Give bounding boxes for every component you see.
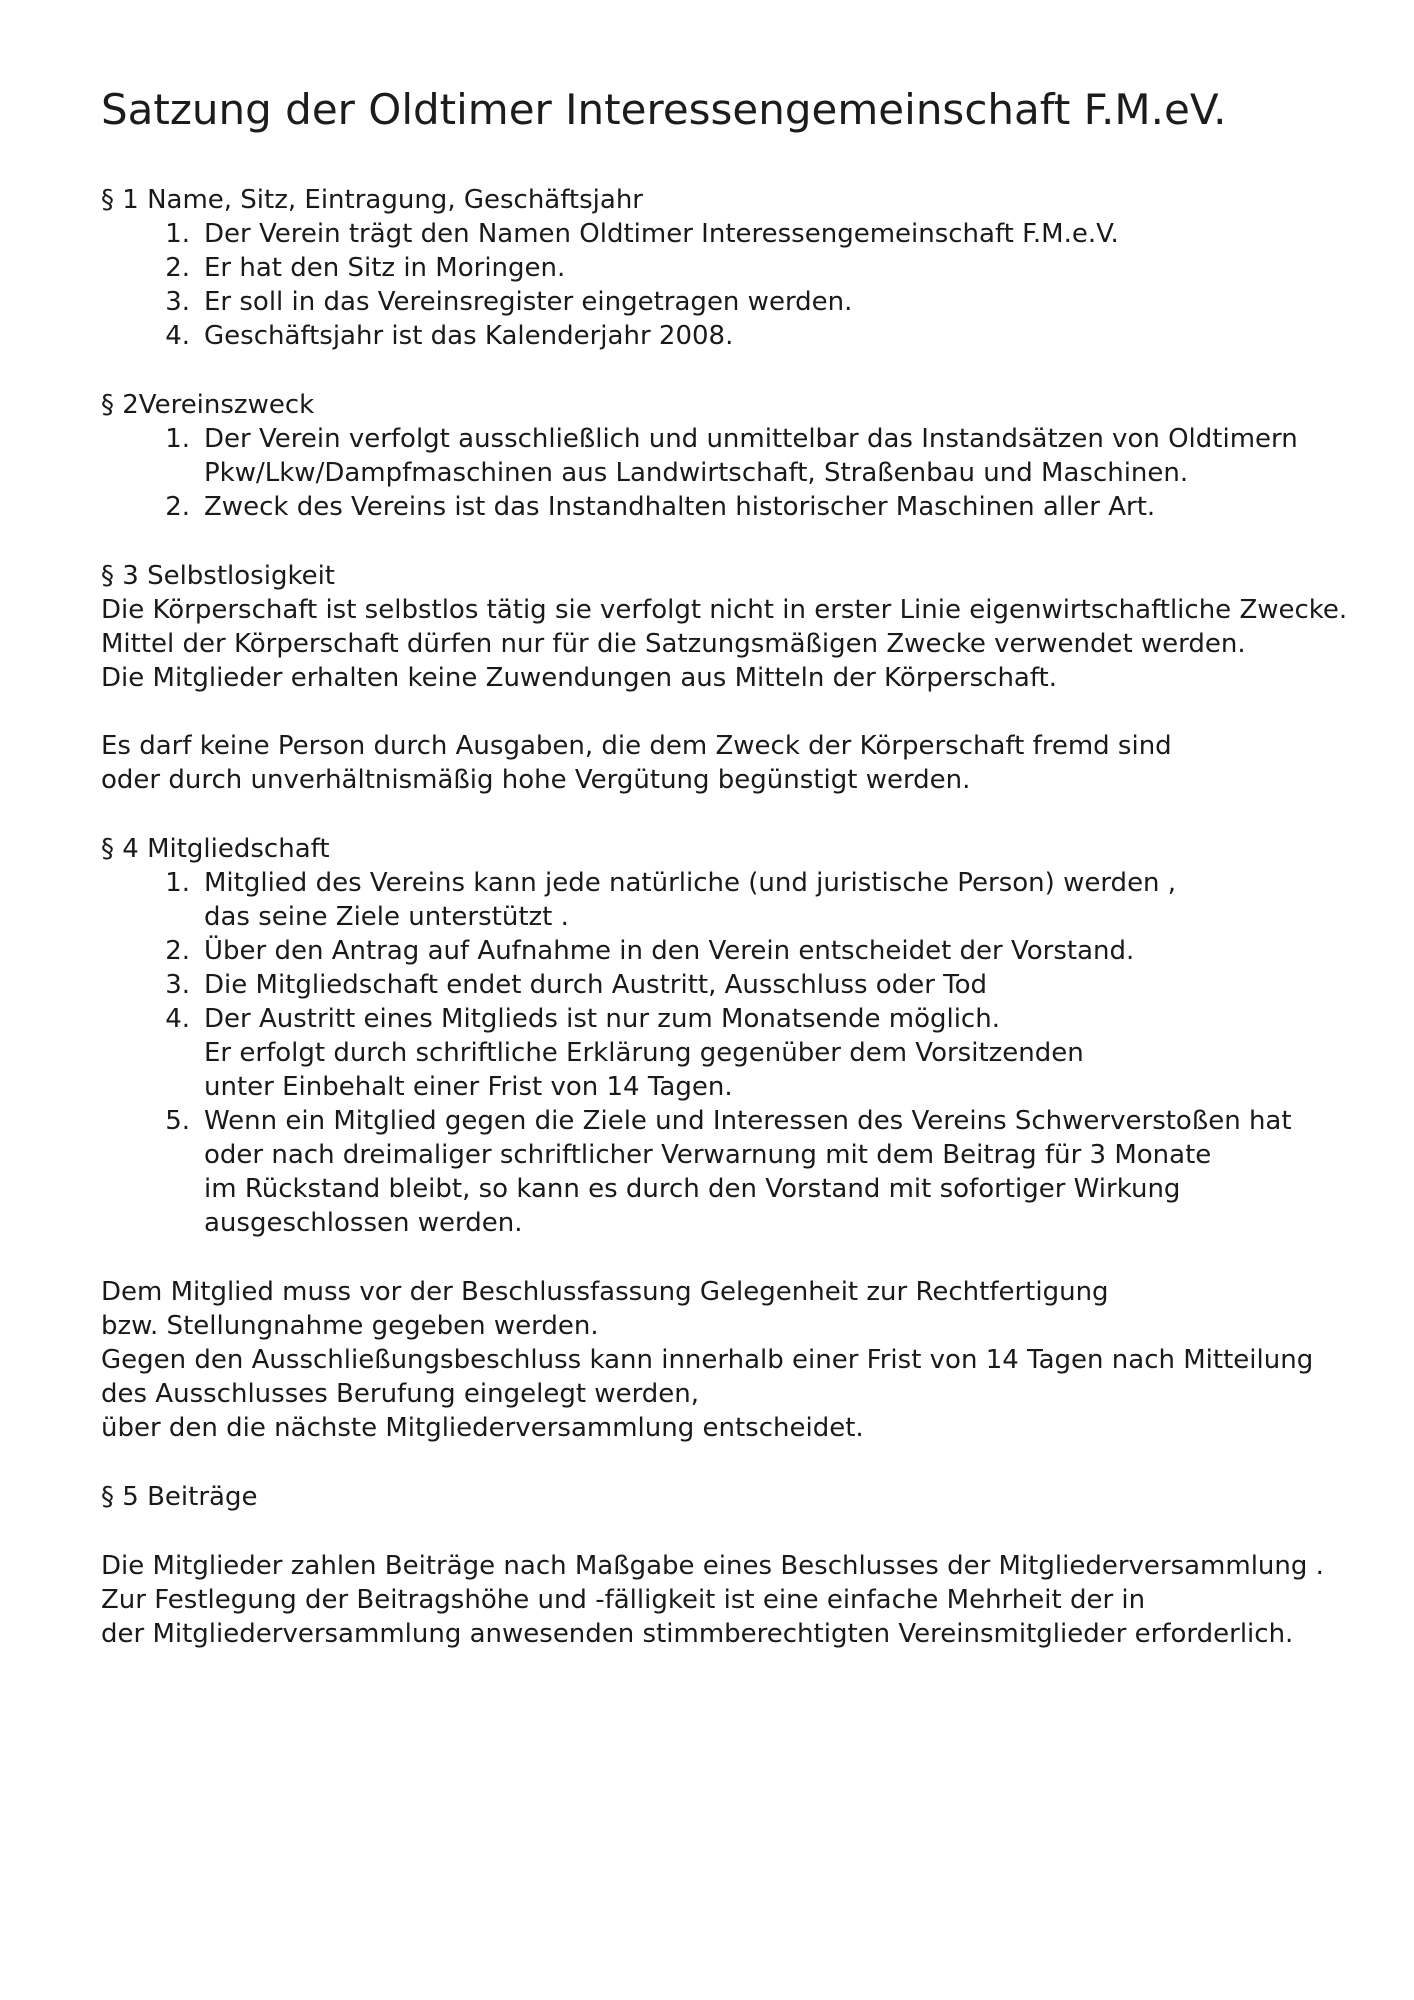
list-item-continued: unter Einbehalt einer Frist von 14 Tagen. [204,1072,733,1102]
paragraph-line: Gegen den Ausschließungsbeschluss kann innerhalb einer Frist von 14 Tagen nach Mitteilung [101,1345,1314,1375]
list-item-continued: im Rückstand bleibt, so kann es durch den Vorstand mit sofortiger Wirkung [204,1174,1181,1204]
list-item: Geschäftsjahr ist das Kalenderjahr 2008. [204,321,734,351]
list-number: 1. [165,424,190,454]
list-item: Er hat den Sitz in Moringen. [204,253,566,283]
paragraph-line: Es darf keine Person durch Ausgaben, die dem Zweck der Körperschaft fremd sind [101,731,1172,761]
list-item: Über den Antrag auf Aufnahme in den Verein entscheidet der Vorstand. [204,936,1135,966]
section-2-heading: § 2Vereinszweck [101,390,315,420]
list-number: 4. [165,1004,190,1034]
list-item: Mitglied des Vereins kann jede natürliche (und juristische Person) werden , [204,868,1177,898]
list-item: Der Verein trägt den Namen Oldtimer Interessengemeinschaft F.M.e.V. [204,219,1119,249]
section-4-heading: § 4 Mitgliedschaft [101,834,330,864]
list-item-continued: Pkw/Lkw/Dampfmaschinen aus Landwirtschaft, Straßenbau und Maschinen. [204,458,1189,488]
list-number: 1. [165,868,190,898]
list-item-continued: Er erfolgt durch schriftliche Erklärung gegenüber dem Vorsitzenden [204,1038,1084,1068]
paragraph-line: Die Mitglieder zahlen Beiträge nach Maßgabe eines Beschlusses der Mitgliederversammlung . [101,1551,1324,1581]
paragraph-line: oder durch unverhältnismäßig hohe Vergütung begünstigt werden. [101,765,971,795]
list-number: 5. [165,1106,190,1136]
paragraph-line: Zur Festlegung der Beitragshöhe und -fälligkeit ist eine einfache Mehrheit der in [101,1585,1146,1615]
list-item-continued: das seine Ziele unterstützt . [204,902,569,932]
paragraph-line: Die Mitglieder erhalten keine Zuwendungen aus Mitteln der Körperschaft. [101,663,1058,693]
list-item-continued: ausgeschlossen werden. [204,1208,523,1238]
paragraph-line: Die Körperschaft ist selbstlos tätig sie verfolgt nicht in erster Linie eigenwirtschaftliche Zwecke. [101,595,1348,625]
list-item: Wenn ein Mitglied gegen die Ziele und Interessen des Vereins Schwerverstoßen hat [204,1106,1292,1136]
section-1-heading: § 1 Name, Sitz, Eintragung, Geschäftsjahr [101,185,644,215]
paragraph-line: über den die nächste Mitgliederversammlung entscheidet. [101,1413,864,1443]
list-number: 3. [165,287,190,317]
paragraph-line: Dem Mitglied muss vor der Beschlussfassung Gelegenheit zur Rechtfertigung [101,1277,1109,1307]
list-number: 4. [165,321,190,351]
list-number: 2. [165,253,190,283]
paragraph-line: Mittel der Körperschaft dürfen nur für die Satzungsmäßigen Zwecke verwendet werden. [101,629,1246,659]
list-item: Er soll in das Vereinsregister eingetragen werden. [204,287,853,317]
list-item: Die Mitgliedschaft endet durch Austritt, Ausschluss oder Tod [204,970,988,1000]
list-item: Der Austritt eines Mitglieds ist nur zum Monatsende möglich. [204,1004,1000,1034]
section-3-heading: § 3 Selbstlosigkeit [101,561,335,591]
list-item: Zweck des Vereins ist das Instandhalten historischer Maschinen aller Art. [204,492,1156,522]
list-number: 1. [165,219,190,249]
list-item-continued: oder nach dreimaliger schriftlicher Verwarnung mit dem Beitrag für 3 Monate [204,1140,1212,1170]
list-number: 2. [165,936,190,966]
list-number: 2. [165,492,190,522]
paragraph-line: des Ausschlusses Berufung eingelegt werden, [101,1379,700,1409]
list-number: 3. [165,970,190,1000]
section-5-heading: § 5 Beiträge [101,1482,258,1512]
paragraph-line: bzw. Stellungnahme gegeben werden. [101,1311,599,1341]
list-item: Der Verein verfolgt ausschließlich und unmittelbar das Instandsätzen von Oldtimern [204,424,1298,454]
paragraph-line: der Mitgliederversammlung anwesenden stimmberechtigten Vereinsmitglieder erforderlich. [101,1619,1294,1649]
document-title: Satzung der Oldtimer Interessengemeinschaft F.M.eV. [101,85,1227,134]
